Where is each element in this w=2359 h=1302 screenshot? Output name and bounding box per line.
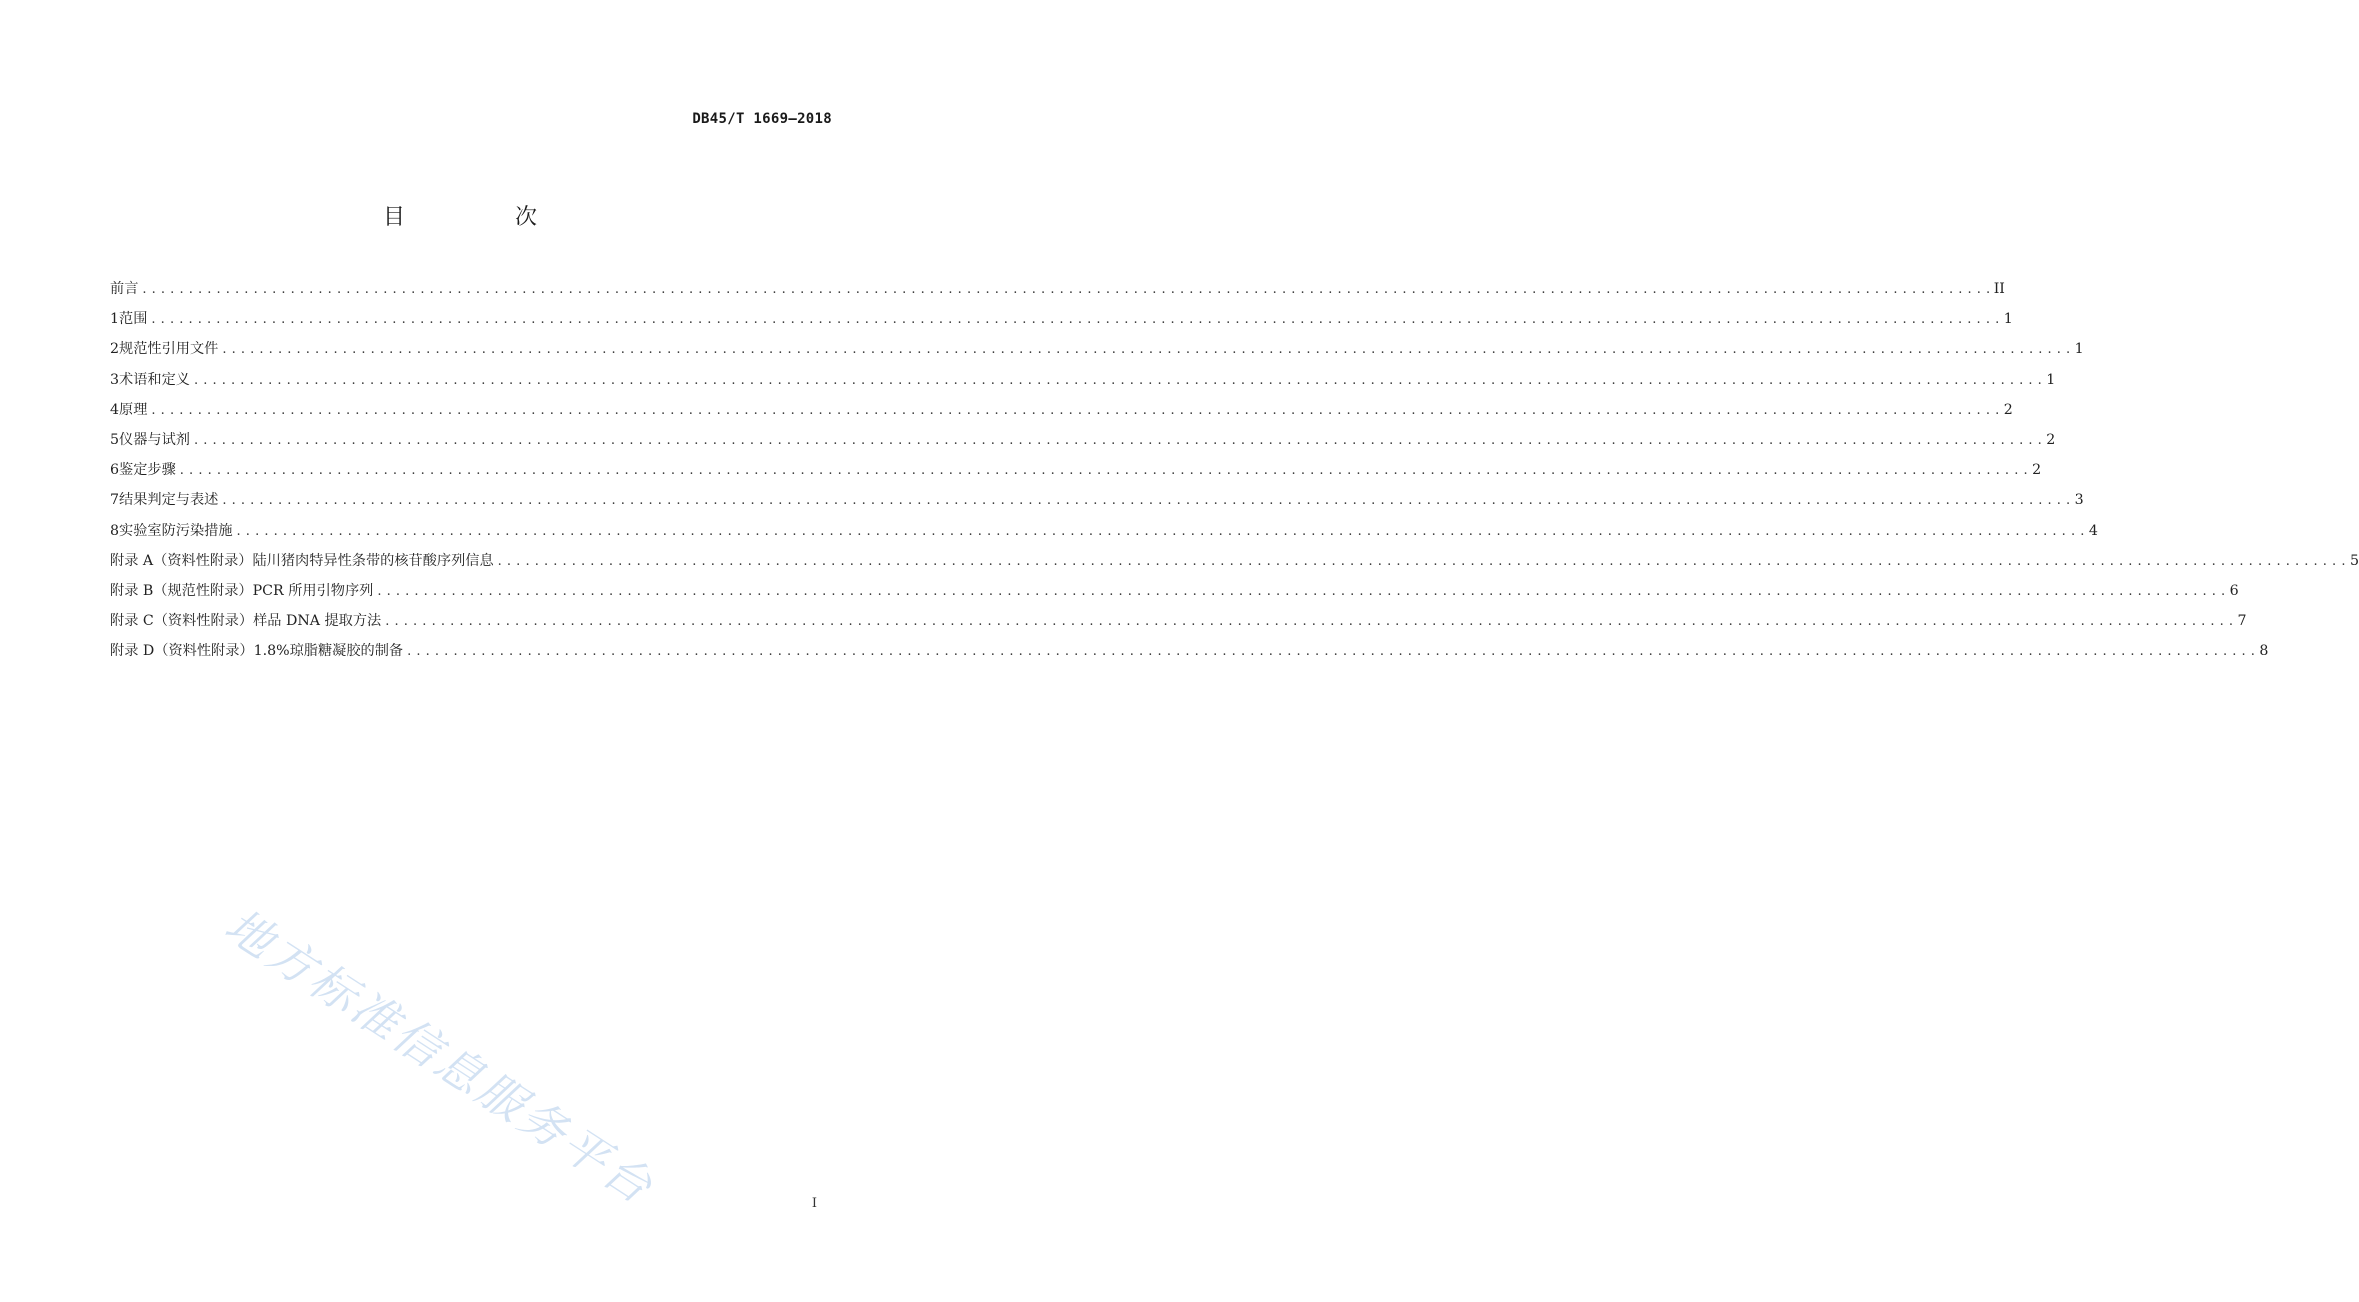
toc-entry-label: 前言 — [110, 281, 139, 297]
toc-entry-number: 8 — [110, 522, 120, 539]
toc-entry-label: 1.8%琼脂糖凝胶的制备 — [253, 643, 404, 660]
toc-entry-label: 术语和定义 — [119, 371, 190, 388]
toc-entry-label: 陆川猪肉特异性条带的核苷酸序列信息 — [252, 552, 494, 569]
toc-entry-number: 2 — [110, 341, 120, 358]
toc-entry-4[interactable] — [110, 397, 2013, 427]
toc-entry-page: 1 — [2003, 311, 2013, 328]
toc-entry-label: 结果判定与表述 — [119, 492, 219, 509]
standard-code: DB45/T 1669—2018 — [692, 111, 832, 127]
toc-entry-page: 6 — [2229, 582, 2239, 599]
toc-entry-label: 范围 — [119, 311, 148, 328]
toc-entry-number: 6 — [110, 462, 120, 479]
toc-entry-number: 4 — [110, 401, 120, 418]
toc-entry-label: 仪器与试剂 — [119, 431, 190, 448]
toc-entry-page: 2 — [2032, 462, 2042, 479]
toc-entry-page: 2 — [2003, 401, 2013, 418]
dot-leader: . . . . . . . . . . . . . . . . . . . . . . . . . . . . . . . . . . . . . . . . . . . . . . . . . . . . . . . . . . . . . . . . . . . . . . . . . . . . . . . . . . . . . . . . . . . . . . . . . . . . . . . . . . . . . . . . . . . . . . . . . . . . . . . . . . . . . . . . . . . . . . . . . . . . . . . . . . . . . . . . . . . . . . . . . . . . . . . . . . . . . . . . . . . . . . . . . . . . . . . . — [151, 402, 2000, 418]
toc-entry-1[interactable] — [110, 306, 2013, 336]
toc-entry-foreword[interactable] — [110, 276, 2005, 306]
toc-entry-number: 7 — [110, 492, 120, 509]
dot-leader: . . . . . . . . . . . . . . . . . . . . . . . . . . . . . . . . . . . . . . . . . . . . . . . . . . . . . . . . . . . . . . . . . . . . . . . . . . . . . . . . . . . . . . . . . . . . . . . . . . . . . . . . . . . . . . . . . . . . . . . . . . . . . . . . . . . . . . . . . . . . . . . . . . . . . . . . . . . . . . . . . . . . . . . . . . . . . . . . . . . . . . . . . . . . . . . . . . . . . . . . — [222, 342, 2071, 358]
toc-entry-page: 3 — [2074, 492, 2084, 509]
appendix-label: 附录 D（资料性附录） — [110, 643, 254, 660]
dot-leader: . . . . . . . . . . . . . . . . . . . . . . . . . . . . . . . . . . . . . . . . . . . . . . . . . . . . . . . . . . . . . . . . . . . . . . . . . . . . . . . . . . . . . . . . . . . . . . . . . . . . . . . . . . . . . . . . . . . . . . . . . . . . . . . . . . . . . . . . . . . . . . . . . . . . . . . . . . . . . . . . . . . . . . . . . . . . . . . . . . . . . . . . . . . . . . . . . . . . . . . . — [179, 463, 2029, 479]
toc-entry-page: 1 — [2046, 371, 2056, 388]
toc-entry-2[interactable] — [110, 336, 2084, 366]
table-of-contents — [110, 276, 2359, 668]
dot-leader: . . . . . . . . . . . . . . . . . . . . . . . . . . . . . . . . . . . . . . . . . . . . . . . . . . . . . . . . . . . . . . . . . . . . . . . . . . . . . . . . . . . . . . . . . . . . . . . . . . . . . . . . . . . . . . . . . . . . . . . . . . . . . . . . . . . . . . . . . . . . . . . . . . . . . . . . . . . . . . . . . . . . . . . . . . . . . . . . . . . . . . . . . . . . . . . . . . . . . . . . — [193, 432, 2043, 448]
toc-entry-number: 5 — [110, 431, 120, 448]
toc-entry-page: 5 — [2349, 552, 2359, 569]
toc-entry-label: PCR 所用引物序列 — [252, 582, 374, 599]
toc-entry-number: 3 — [110, 371, 120, 388]
dot-leader: . . . . . . . . . . . . . . . . . . . . . . . . . . . . . . . . . . . . . . . . . . . . . . . . . . . . . . . . . . . . . . . . . . . . . . . . . . . . . . . . . . . . . . . . . . . . . . . . . . . . . . . . . . . . . . . . . . . . . . . . . . . . . . . . . . . . . . . . . . . . . . . . . . . . . . . . . . . . . . . . . . . . . . . . . . . . . . . . . . . . . . . . . . . . . . . . . . . . . . . . — [385, 614, 2234, 630]
toc-entry-label: 鉴定步骤 — [119, 462, 176, 479]
toc-entry-appendix-b[interactable] — [110, 578, 2239, 608]
dot-leader: . . . . . . . . . . . . . . . . . . . . . . . . . . . . . . . . . . . . . . . . . . . . . . . . . . . . . . . . . . . . . . . . . . . . . . . . . . . . . . . . . . . . . . . . . . . . . . . . . . . . . . . . . . . . . . . . . . . . . . . . . . . . . . . . . . . . . . . . . . . . . . . . . . . . . . . . . . . . . . . . . . . . . . . . . . . . . . . . . . . . . . . . . . . . . . . . . . . . . . . . — [236, 523, 2085, 539]
toc-entry-appendix-d[interactable] — [110, 638, 2269, 668]
toc-entry-appendix-c[interactable] — [110, 608, 2247, 638]
toc-entry-page: 4 — [2088, 522, 2098, 539]
dot-leader: . . . . . . . . . . . . . . . . . . . . . . . . . . . . . . . . . . . . . . . . . . . . . . . . . . . . . . . . . . . . . . . . . . . . . . . . . . . . . . . . . . . . . . . . . . . . . . . . . . . . . . . . . . . . . . . . . . . . . . . . . . . . . . . . . . . . . . . . . . . . . . . . . . . . . . . . . . . . . . . . . . . . . . . . . . . . . . . . . . . . . . . . . . . . . . . . . . . . . . . . — [407, 644, 2256, 660]
toc-entry-page: 7 — [2237, 613, 2247, 630]
toc-entry-appendix-a[interactable] — [110, 548, 2359, 578]
dot-leader: . . . . . . . . . . . . . . . . . . . . . . . . . . . . . . . . . . . . . . . . . . . . . . . . . . . . . . . . . . . . . . . . . . . . . . . . . . . . . . . . . . . . . . . . . . . . . . . . . . . . . . . . . . . . . . . . . . . . . . . . . . . . . . . . . . . . . . . . . . . . . . . . . . . . . . . . . . . . . . . . . . . . . . . . . . . . . . . . . . . . . . . . . . . . . . . . . . . . . . . . — [497, 553, 2346, 569]
toc-entry-label: 原理 — [119, 401, 148, 418]
page-title: 目 次 — [382, 205, 581, 230]
toc-entry-page: 8 — [2259, 643, 2269, 660]
toc-entry-number: 1 — [110, 311, 120, 328]
toc-entry-label: 规范性引用文件 — [119, 341, 219, 358]
toc-entry-8[interactable] — [110, 518, 2098, 548]
appendix-label: 附录 B（规范性附录） — [110, 582, 253, 599]
toc-entry-6[interactable] — [110, 457, 2042, 487]
toc-entry-page: 1 — [2074, 341, 2084, 358]
appendix-label: 附录 A（资料性附录） — [110, 552, 253, 569]
toc-entry-label: 实验室防污染措施 — [119, 522, 233, 539]
dot-leader: . . . . . . . . . . . . . . . . . . . . . . . . . . . . . . . . . . . . . . . . . . . . . . . . . . . . . . . . . . . . . . . . . . . . . . . . . . . . . . . . . . . . . . . . . . . . . . . . . . . . . . . . . . . . . . . . . . . . . . . . . . . . . . . . . . . . . . . . . . . . . . . . . . . . . . . . . . . . . . . . . . . . . . . . . . . . . . . . . . . . . . . . . . . . . . . . . . . . . . . . — [377, 583, 2226, 599]
toc-entry-page: II — [1993, 281, 2005, 297]
toc-entry-page: 2 — [2046, 431, 2056, 448]
appendix-label: 附录 C（资料性附录） — [110, 613, 254, 630]
toc-entry-3[interactable] — [110, 367, 2056, 397]
dot-leader: . . . . . . . . . . . . . . . . . . . . . . . . . . . . . . . . . . . . . . . . . . . . . . . . . . . . . . . . . . . . . . . . . . . . . . . . . . . . . . . . . . . . . . . . . . . . . . . . . . . . . . . . . . . . . . . . . . . . . . . . . . . . . . . . . . . . . . . . . . . . . . . . . . . . . . . . . . . . . . . . . . . . . . . . . . . . . . . . . . . . . . . . . . . . . . . . . . . . . . . . — [222, 493, 2071, 509]
page-number: I — [811, 1196, 817, 1211]
dot-leader: . . . . . . . . . . . . . . . . . . . . . . . . . . . . . . . . . . . . . . . . . . . . . . . . . . . . . . . . . . . . . . . . . . . . . . . . . . . . . . . . . . . . . . . . . . . . . . . . . . . . . . . . . . . . . . . . . . . . . . . . . . . . . . . . . . . . . . . . . . . . . . . . . . . . . . . . . . . . . . . . . . . . . . . . . . . . . . . . . . . . . . . . . . . . . . . . . . . . . . . . — [193, 372, 2043, 388]
toc-entry-5[interactable] — [110, 427, 2056, 457]
dot-leader: . . . . . . . . . . . . . . . . . . . . . . . . . . . . . . . . . . . . . . . . . . . . . . . . . . . . . . . . . . . . . . . . . . . . . . . . . . . . . . . . . . . . . . . . . . . . . . . . . . . . . . . . . . . . . . . . . . . . . . . . . . . . . . . . . . . . . . . . . . . . . . . . . . . . . . . . . . . . . . . . . . . . . . . . . . . . . . . . . . . . . . . . . . . . . . . . . . . . . . . . — [151, 312, 2000, 328]
watermark-text: 地方标准信息服务平台 — [215, 897, 665, 1216]
dot-leader: . . . . . . . . . . . . . . . . . . . . . . . . . . . . . . . . . . . . . . . . . . . . . . . . . . . . . . . . . . . . . . . . . . . . . . . . . . . . . . . . . . . . . . . . . . . . . . . . . . . . . . . . . . . . . . . . . . . . . . . . . . . . . . . . . . . . . . . . . . . . . . . . . . . . . . . . . . . . . . . . . . . . . . . . . . . . . . . . . . . . . . . . . . . . . . . . . . . . . . . . — [142, 282, 1991, 297]
toc-entry-7[interactable] — [110, 487, 2084, 517]
toc-entry-label: 样品 DNA 提取方法 — [253, 613, 382, 630]
